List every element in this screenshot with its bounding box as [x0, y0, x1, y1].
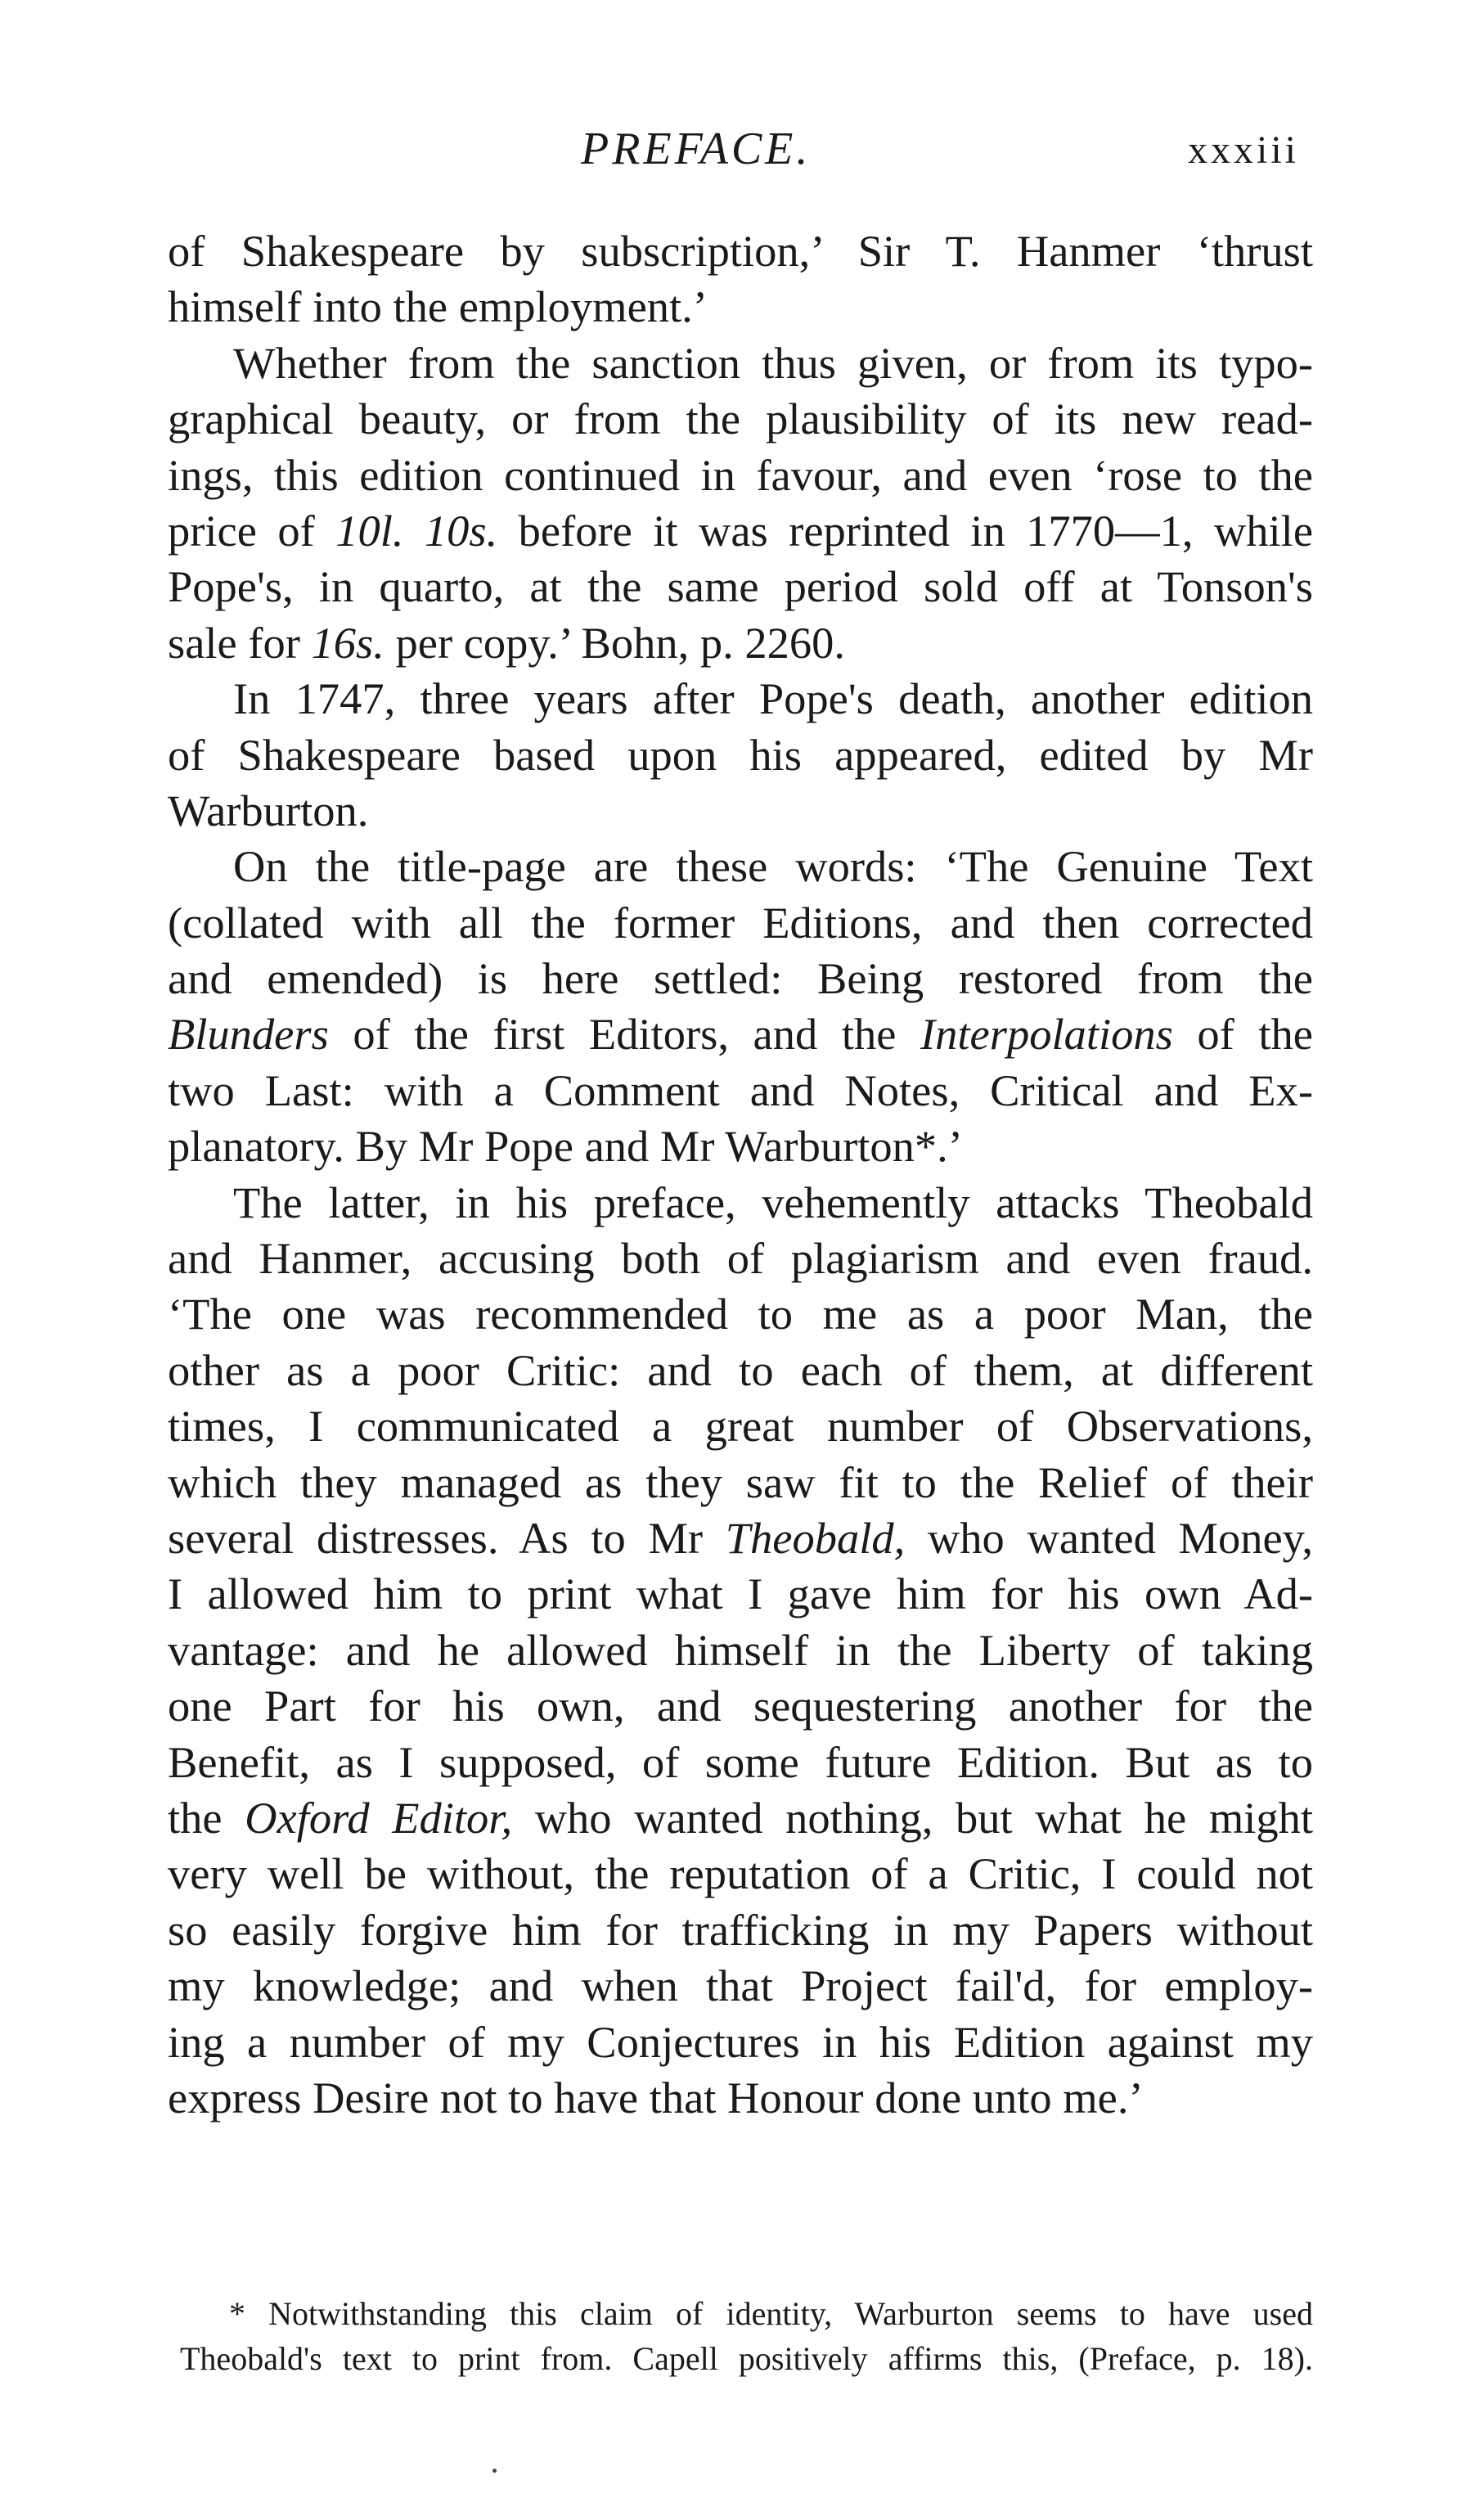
text-line: Whether from the sanction thus given, or from its typo- — [233, 337, 1313, 388]
footnote-line: * Notwithstanding this claim of identity, Warburton seems to have used — [229, 2295, 1313, 2332]
paragraph — [168, 839, 1313, 1174]
text-line: times, I communicated a great number of Observations, — [168, 1401, 1313, 1452]
text-line: sale for 16s. per copy.’ Bohn, p. 2260. — [168, 617, 845, 668]
text-line: I allowed him to print what I gave him for his own Ad- — [168, 1569, 1313, 1619]
text-line: my knowledge; and when that Project fail'd, for employ- — [168, 1961, 1313, 2011]
text-line: and emended) is here settled: Being restored from the — [168, 953, 1313, 1004]
running-title: PREFACE. — [581, 124, 812, 174]
print-speck — [492, 2469, 497, 2473]
text-line: very well be without, the reputation of a Critic, I could not — [168, 1848, 1313, 1899]
text-line: so easily forgive him for trafficking in my Papers without — [168, 1904, 1313, 1955]
text-line: and Hanmer, accusing both of plagiarism and even fraud. — [168, 1233, 1313, 1284]
text-line: of Shakespeare based upon his appeared, edited by Mr — [168, 729, 1313, 780]
text-line: The latter, in his preface, vehemently attacks Theobald — [233, 1177, 1313, 1227]
footnote-line: Theobald's text to print from. Capell positively affirms this, (Preface, p. 18). — [180, 2340, 1313, 2377]
text-line: express Desire not to have that Honour done unto me.’ — [168, 2072, 1144, 2123]
text-line: the Oxford Editor, who wanted nothing, but what he might — [168, 1792, 1313, 1843]
text-line: price of 10l. 10s. before it was reprinted in 1770—1, while — [168, 505, 1314, 556]
text-line: other as a poor Critic: and to each of them, at different — [168, 1344, 1313, 1395]
text-line: Warburton. — [168, 785, 369, 835]
footnote — [180, 2291, 1313, 2381]
page-number: xxxiii — [1188, 128, 1300, 172]
paragraph — [168, 223, 1313, 335]
body-text — [168, 223, 1313, 2126]
text-line: (collated with all the former Editions, and then corrected — [168, 897, 1313, 948]
text-line: ings, this edition continued in favour, and even ‘rose to the — [168, 449, 1313, 500]
text-line: In 1747, three years after Pope's death, another edition — [233, 673, 1313, 724]
running-head — [0, 123, 1484, 180]
text-line: of Shakespeare by subscription,’ Sir T. Hanmer ‘thrust — [168, 226, 1313, 276]
text-line: Pope's, in quarto, at the same period sold off at Tonson's — [168, 561, 1313, 612]
text-line: two Last: with a Comment and Notes, Critical and Ex- — [168, 1065, 1313, 1115]
text-line: planatory. By Mr Pope and Mr Warburton*.’ — [168, 1121, 963, 1172]
text-line: himself into the employment.’ — [168, 281, 708, 332]
paragraph — [168, 671, 1313, 839]
text-line: ‘The one was recommended to me as a poor Man, the — [168, 1289, 1313, 1339]
paragraph — [168, 335, 1313, 671]
text-line: ing a number of my Conjectures in his Edition against my — [168, 2016, 1313, 2067]
text-line: Benefit, as I supposed, of some future Edition. But as to — [168, 1736, 1313, 1787]
paragraph — [168, 1175, 1313, 2127]
text-line: graphical beauty, or from the plausibility of its new read- — [168, 394, 1313, 444]
text-line: which they managed as they saw fit to the Relief of their — [168, 1456, 1313, 1507]
text-line: several distresses. As to Mr Theobald, who wanted Money, — [168, 1512, 1313, 1563]
text-line: one Part for his own, and sequestering another for the — [168, 1681, 1313, 1731]
text-line: vantage: and he allowed himself in the Liberty of taking — [168, 1624, 1313, 1675]
text-line: Blunders of the first Editors, and the Interpolations of the — [168, 1009, 1313, 1060]
text-line: On the title-page are these words: ‘The Genuine Text — [233, 841, 1313, 892]
